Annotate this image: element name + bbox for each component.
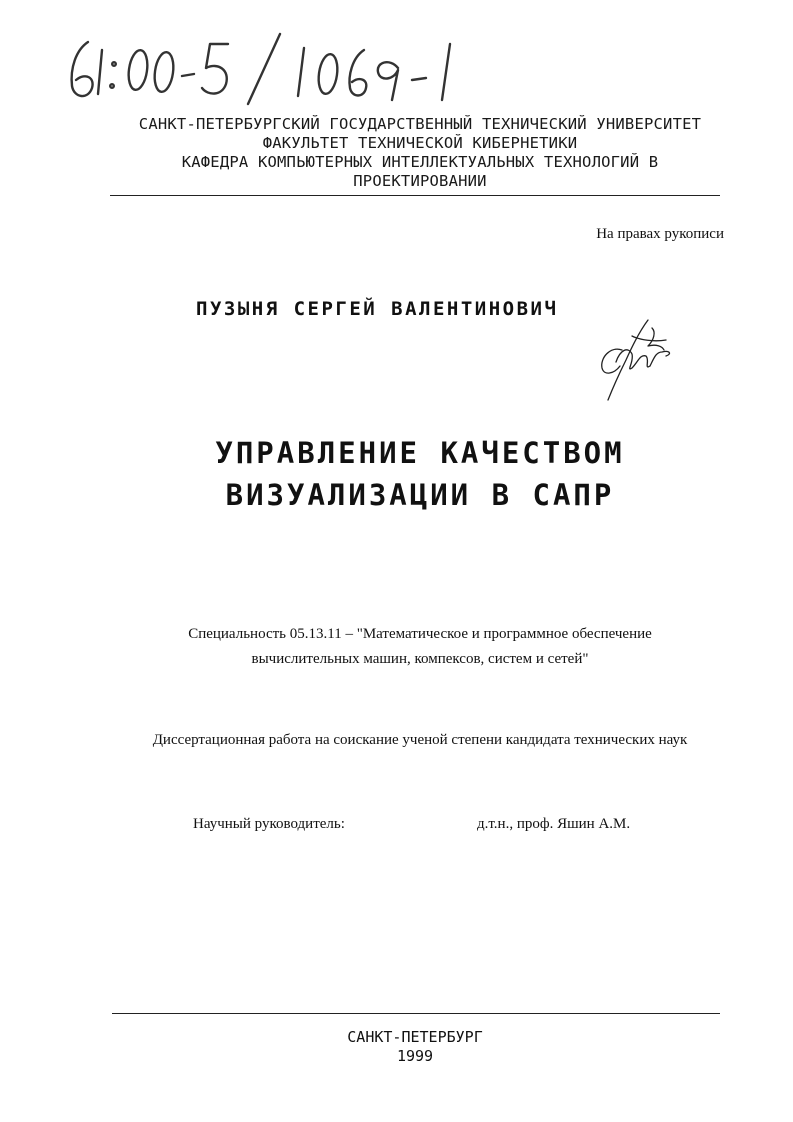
place-and-year [250,1028,580,1066]
manuscript-note: На правах рукописи [596,226,724,242]
title-line1: УПРАВЛЕНИЕ КАЧЕСТВОМ [215,436,625,470]
year: 1999 [396,1047,434,1065]
supervisor-label: Научный руководитель: [193,816,345,832]
city-name: САНКТ-ПЕТЕРБУРГ [347,1028,483,1046]
faculty-name: ФАКУЛЬТЕТ ТЕХНИЧЕСКОЙ КИБЕРНЕТИКИ [262,134,578,152]
handwritten-archive-number [58,28,478,108]
supervisor-name: д.т.н., проф. Яшин А.М. [477,816,631,832]
specialty-statement [100,622,740,672]
university-name: САНКТ-ПЕТЕРБУРГСКИЙ ГОСУДАРСТВЕННЫЙ ТЕХНИЧЕСКИЙ УНИВЕРСИТЕТ [138,115,702,133]
department-name-line1: КАФЕДРА КОМПЬЮТЕРНЫХ ИНТЕЛЛЕКТУАЛЬНЫХ ТЕХНОЛОГИЙ В [181,153,659,171]
department-name-line2: ПРОЕКТИРОВАНИИ [353,172,487,190]
author-name: ПУЗЫНЯ СЕРГЕЙ ВАЛЕНТИНОВИЧ [196,298,559,320]
title-line2: ВИЗУАЛИЗАЦИИ В САПР [225,478,615,512]
degree-statement: Диссертационная работа на соискание ученой степени кандидата технических наук [152,732,688,748]
header-divider [110,195,720,196]
dissertation-title [110,432,730,516]
author-signature [592,316,682,406]
footer-divider [112,1013,720,1014]
specialty-line1: Специальность 05.13.11 – "Математическое и программное обеспечение [188,626,652,642]
institution-header [100,115,740,191]
specialty-line2: вычислительных машин, компексов, систем и сетей" [251,651,589,667]
